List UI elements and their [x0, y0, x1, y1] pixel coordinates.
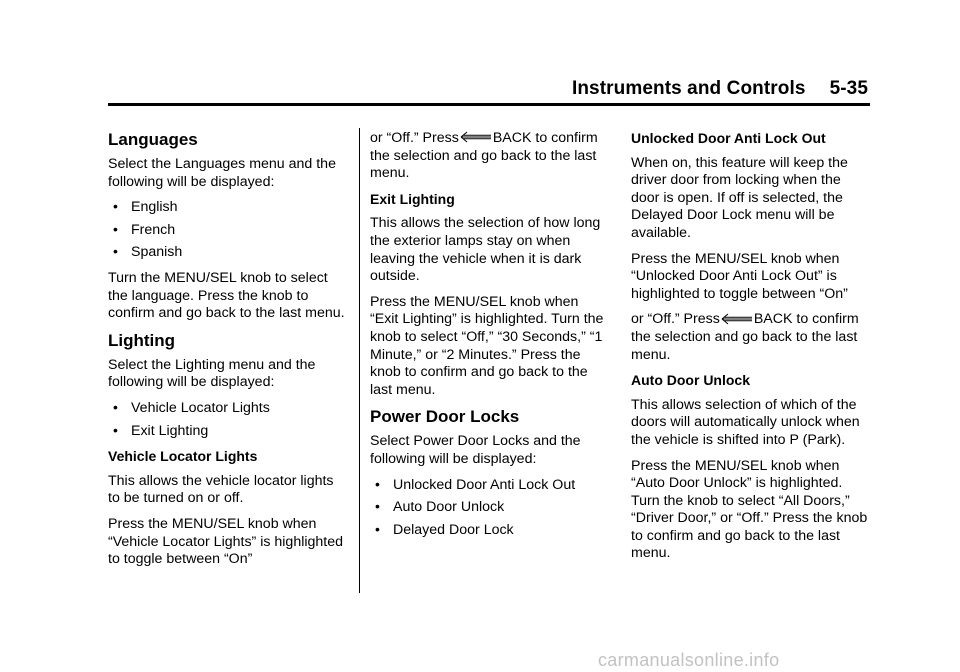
lighting-intro: Select the Lighting menu and the following will be displayed: — [108, 356, 316, 391]
unlocked-door-anti-lock-out-subheading: Unlocked Door Anti Lock Out — [631, 130, 826, 146]
watermark: carmanualsonline.info — [598, 650, 780, 670]
vehicle-locator-lights-instruction: Press the MENU/SEL knob when “Vehicle Locator Lights” is highlighted to toggle between “On” — [108, 515, 344, 568]
list-item: • French — [113, 220, 176, 238]
power-door-locks-intro: Select Power Door Locks and the following will be displayed: — [370, 433, 581, 467]
page-number: 5-35 — [829, 78, 868, 99]
header-rule — [108, 103, 870, 106]
list-item: • Vehicle Locator Lights — [113, 398, 270, 416]
back-arrow-icon — [460, 131, 492, 143]
column-divider — [359, 128, 360, 593]
lighting-list — [108, 400, 348, 440]
bullet-icon: • — [113, 198, 118, 215]
bullet-icon: • — [375, 520, 380, 537]
power-door-locks-heading: Power Door Locks — [370, 407, 520, 427]
languages-heading: Languages — [108, 130, 198, 149]
list-item: • Delayed Door Lock — [375, 520, 514, 538]
vehicle-locator-lights-description: This allows the vehicle locator lights to be turned on or off. — [108, 472, 334, 507]
list-item: • Auto Door Unlock — [375, 498, 505, 516]
bullet-icon: • — [375, 475, 380, 492]
unlocked-door-anti-lock-out-instruction: Press the MENU/SEL knob when “Unlocked Door Anti Lock Out” is highlighted to toggle between “On” — [631, 250, 848, 302]
column-1 — [108, 130, 348, 577]
auto-door-unlock-instruction: Press the MENU/SEL knob when “Auto Door Unlock” is highlighted. Turn the knob to select “All Doors,” “Driver Door,” or “Off.” Press the knob to confirm and go back to the last menu. — [631, 457, 868, 562]
exit-lighting-instruction: Press the MENU/SEL knob when “Exit Lighting” is highlighted. Turn the knob to select “Off,” “30 Seconds,” “1 Minute,” or “2 Minutes.” Press the knob to confirm and go back to the last menu. — [370, 293, 604, 398]
section-title: Instruments and Controls — [571, 78, 806, 99]
power-door-locks-list — [370, 477, 610, 540]
list-item: • Unlocked Door Anti Lock Out — [375, 475, 576, 493]
languages-instruction: Turn the MENU/SEL knob to select the language. Press the knob to confirm and go back to the last menu. — [108, 269, 345, 322]
bullet-icon: • — [113, 421, 118, 438]
languages-intro: Select the Languages menu and the following will be displayed: — [108, 156, 336, 190]
unlocked-door-anti-lock-out-description: When on, this feature will keep the driver door from locking when the door is open. If off is selected, the Delayed Door Lock menu will be available. — [631, 154, 848, 241]
column-2 — [370, 130, 610, 547]
bullet-icon: • — [375, 498, 380, 515]
vehicle-locator-lights-subheading: Vehicle Locator Lights — [108, 448, 258, 465]
list-item: • English — [113, 198, 178, 216]
languages-list — [108, 199, 348, 262]
bullet-icon: • — [113, 243, 118, 260]
column-3 — [631, 130, 871, 571]
bullet-icon: • — [113, 398, 118, 415]
vehicle-locator-lights-continuation: or “Off.” Press BACK to confirm the selection and go back to the last menu. — [370, 130, 598, 182]
list-item: • Spanish — [113, 243, 183, 261]
back-arrow-icon — [721, 313, 753, 325]
auto-door-unlock-subheading: Auto Door Unlock — [631, 372, 750, 389]
exit-lighting-description: This allows the selection of how long the exterior lamps stay on when leaving the vehicle when it is dark outside. — [370, 215, 601, 285]
list-item: • Exit Lighting — [113, 421, 209, 439]
unlocked-door-anti-lock-out-continuation: or “Off.” Press BACK to confirm the selection and go back to the last menu. — [631, 311, 859, 363]
exit-lighting-subheading: Exit Lighting — [370, 190, 455, 207]
auto-door-unlock-description: This allows selection of which of the doors will automatically unlock when the vehicle is shifted into P (Park). — [631, 396, 860, 448]
running-head — [560, 78, 868, 100]
bullet-icon: • — [113, 220, 118, 237]
lighting-heading: Lighting — [108, 330, 176, 350]
